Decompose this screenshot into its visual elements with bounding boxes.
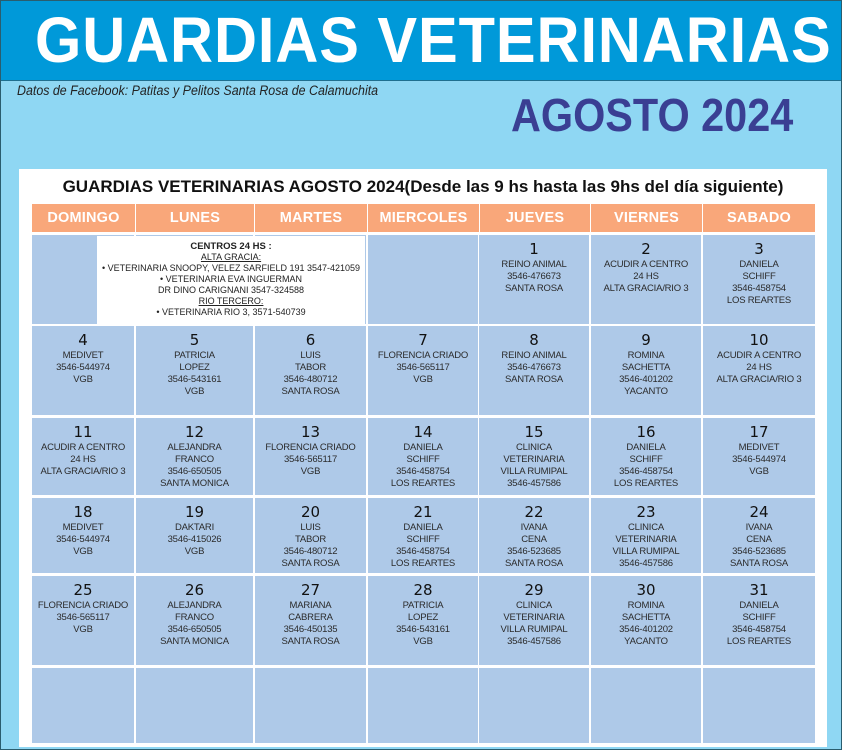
duty-info-line: VILLA RUMIPAL bbox=[612, 546, 680, 557]
duty-info-line: 3546-544974 bbox=[56, 362, 110, 373]
duty-info-line: 3546-458754 bbox=[396, 546, 450, 557]
duty-info-line: 3546-458754 bbox=[732, 624, 786, 635]
day-number: 3 bbox=[754, 240, 764, 258]
day-number: 19 bbox=[184, 503, 205, 521]
duty-info-line: FRANCO bbox=[175, 612, 214, 623]
title-banner bbox=[1, 1, 841, 81]
duty-info-line: VGB bbox=[184, 546, 205, 557]
center-item: • VETERINARIA SNOOPY, VELEZ SARFIELD 191 3547-421059 bbox=[101, 263, 361, 273]
day-cell bbox=[591, 418, 701, 495]
day-cell bbox=[368, 326, 478, 415]
day-cell bbox=[368, 418, 478, 495]
day-number: 6 bbox=[305, 331, 316, 349]
duty-info-line: 3546-401202 bbox=[619, 624, 673, 635]
rio-tercero-heading: RIO TERCERO: bbox=[198, 296, 264, 306]
duty-info-line: VGB bbox=[73, 546, 93, 557]
day-number: 26 bbox=[184, 581, 205, 599]
duty-info-line: 3546-415026 bbox=[167, 534, 222, 545]
day-number: 9 bbox=[641, 331, 651, 349]
duty-info-line: VGB bbox=[300, 466, 321, 477]
centers-title: CENTROS 24 HS : bbox=[190, 241, 272, 252]
centers-24hs-box bbox=[97, 236, 365, 326]
day-number: 15 bbox=[524, 423, 544, 441]
empty-day-cell bbox=[479, 668, 589, 743]
duty-info-line: SANTA ROSA bbox=[281, 636, 340, 647]
duty-info-line: 3546-650505 bbox=[167, 466, 222, 477]
weekday-header-lunes: LUNES bbox=[136, 204, 254, 232]
duty-info-line: 3546-480712 bbox=[283, 546, 338, 557]
duty-info-line: 3546-458754 bbox=[619, 466, 673, 477]
day-cell bbox=[32, 498, 134, 573]
calendar-title: GUARDIAS VETERINARIAS AGOSTO 2024(Desde las 9 hs hasta las 9hs del día siguiente) bbox=[62, 177, 784, 196]
day-cell bbox=[591, 498, 701, 573]
day-cell bbox=[591, 235, 701, 324]
day-cell bbox=[255, 326, 366, 415]
duty-info-line: CABRERA bbox=[288, 612, 333, 623]
duty-info-line: 3546-543161 bbox=[167, 374, 222, 385]
day-cell bbox=[703, 235, 815, 324]
day-cell bbox=[136, 326, 253, 415]
duty-info-line: SANTA ROSA bbox=[504, 374, 563, 385]
duty-info-line: 3546-565117 bbox=[396, 362, 450, 373]
duty-info-line: ALTA GRACIA/RIO 3 bbox=[603, 283, 689, 294]
weekday-header-viernes: VIERNES bbox=[591, 204, 702, 232]
day-number: 7 bbox=[418, 331, 428, 349]
duty-info-line: LOS REARTES bbox=[726, 295, 792, 306]
duty-info-line: SANTA MONICA bbox=[160, 478, 229, 489]
day-cell bbox=[479, 235, 589, 324]
duty-info-line: 3546-457586 bbox=[619, 558, 673, 569]
day-cell bbox=[479, 576, 589, 665]
empty-day-cell bbox=[368, 235, 478, 324]
duty-info-line: SANTA MONICA bbox=[160, 636, 229, 647]
duty-info-line: ALEJANDRA bbox=[167, 442, 222, 453]
day-number: 25 bbox=[73, 581, 93, 599]
duty-info-line: LUIS bbox=[300, 522, 321, 533]
weekday-header-jueves: JUEVES bbox=[480, 204, 590, 232]
duty-info-line: 3546-650505 bbox=[167, 624, 222, 635]
duty-info-line: 3546-565117 bbox=[56, 612, 110, 623]
duty-info-line: MEDIVET bbox=[738, 442, 780, 453]
center-item: DR DINO CARIGNANI 3547-324588 bbox=[157, 285, 305, 295]
duty-info-line: 3546-450135 bbox=[283, 624, 338, 635]
duty-info-line: 3546-523685 bbox=[732, 546, 786, 557]
duty-info-line: ALTA GRACIA/RIO 3 bbox=[716, 374, 802, 385]
duty-info-line: LOS REARTES bbox=[613, 478, 679, 489]
center-item: • VETERINARIA RIO 3, 3571-540739 bbox=[156, 307, 306, 317]
duty-info-line: SANTA ROSA bbox=[504, 283, 563, 294]
duty-info-line: ACUDIR A CENTRO bbox=[603, 259, 689, 270]
day-number: 29 bbox=[524, 581, 544, 599]
poster-title: GUARDIAS VETERINARIAS bbox=[35, 4, 832, 76]
source-note: Datos de Facebook: Patitas y Pelitos Santa Rosa de Calamuchita bbox=[17, 83, 379, 98]
duty-info-line: LOPEZ bbox=[179, 362, 210, 373]
day-cell bbox=[479, 498, 589, 573]
duty-info-line: VETERINARIA bbox=[503, 454, 565, 465]
day-cell bbox=[136, 498, 253, 573]
duty-info-line: FLORENCIA CRIADO bbox=[377, 350, 469, 361]
day-number: 14 bbox=[413, 423, 433, 441]
day-number: 20 bbox=[300, 503, 321, 521]
duty-info-line: TABOR bbox=[294, 362, 327, 373]
duty-info-line: SCHIFF bbox=[406, 454, 440, 465]
duty-info-line: 3546-480712 bbox=[283, 374, 338, 385]
duty-info-line: LOS REARTES bbox=[390, 558, 456, 569]
day-number: 4 bbox=[78, 331, 88, 349]
duty-info-line: CLINICA bbox=[627, 522, 665, 533]
duty-info-line: 3546-476673 bbox=[507, 362, 561, 373]
day-cell bbox=[136, 418, 253, 495]
empty-day-cell bbox=[136, 668, 253, 743]
day-cell bbox=[255, 576, 366, 665]
duty-info-line: IVANA bbox=[520, 522, 548, 533]
duty-info-line: CLINICA bbox=[515, 600, 553, 611]
duty-info-line: ACUDIR A CENTRO bbox=[40, 442, 126, 453]
duty-info-line: SANTA ROSA bbox=[729, 558, 788, 569]
day-number: 30 bbox=[636, 581, 656, 599]
duty-info-line: VETERINARIA bbox=[503, 612, 565, 623]
duty-info-line: REINO ANIMAL bbox=[501, 350, 567, 361]
duty-info-line: FLORENCIA CRIADO bbox=[265, 442, 356, 453]
duty-info-line: IVANA bbox=[745, 522, 773, 533]
day-cell bbox=[32, 326, 134, 415]
duty-info-line: DANIELA bbox=[739, 259, 779, 270]
duty-info-line: LOPEZ bbox=[407, 612, 439, 623]
duty-info-line: REINO ANIMAL bbox=[501, 259, 567, 270]
duty-info-line: CLINICA bbox=[515, 442, 553, 453]
duty-info-line: 3546-401202 bbox=[619, 374, 673, 385]
day-number: 23 bbox=[636, 503, 656, 521]
day-number: 21 bbox=[413, 503, 433, 521]
duty-info-line: 24 HS bbox=[746, 362, 772, 373]
day-cell bbox=[255, 418, 366, 495]
duty-info-line: 3546-458754 bbox=[396, 466, 450, 477]
duty-info-line: ROMINA bbox=[627, 600, 665, 611]
day-cell bbox=[703, 326, 815, 415]
day-number: 11 bbox=[73, 423, 93, 441]
duty-info-line: PATRICIA bbox=[174, 350, 215, 361]
duty-info-line: ALTA GRACIA/RIO 3 bbox=[40, 466, 126, 477]
day-cell bbox=[32, 418, 134, 495]
duty-info-line: SANTA ROSA bbox=[281, 558, 340, 569]
day-number: 5 bbox=[189, 331, 200, 349]
empty-day-cell bbox=[591, 668, 701, 743]
duty-info-line: VGB bbox=[413, 636, 433, 647]
duty-info-line: VILLA RUMIPAL bbox=[500, 624, 568, 635]
duty-info-line: MEDIVET bbox=[62, 350, 104, 361]
day-cell bbox=[703, 418, 815, 495]
duty-info-line: VGB bbox=[73, 624, 93, 635]
duty-info-line: DANIELA bbox=[403, 442, 443, 453]
duty-info-line: SCHIFF bbox=[742, 271, 776, 282]
empty-day-cell bbox=[32, 668, 134, 743]
duty-info-line: ACUDIR A CENTRO bbox=[716, 350, 802, 361]
duty-info-line: SANTA ROSA bbox=[281, 386, 340, 397]
duty-info-line: ALEJANDRA bbox=[167, 600, 222, 611]
duty-info-line: CENA bbox=[746, 534, 772, 545]
empty-day-cell bbox=[255, 668, 366, 743]
duty-info-line: 3546-457586 bbox=[507, 478, 561, 489]
weekday-header-domingo: DOMINGO bbox=[32, 204, 135, 232]
duty-info-line: LOS REARTES bbox=[390, 478, 456, 489]
duty-info-line: 24 HS bbox=[633, 271, 659, 282]
empty-day-cell bbox=[703, 668, 815, 743]
duty-info-line: DAKTARI bbox=[174, 522, 215, 533]
month-label: AGOSTO 2024 bbox=[511, 89, 794, 141]
duty-info-line: 3546-543161 bbox=[396, 624, 450, 635]
duty-info-line: MEDIVET bbox=[62, 522, 104, 533]
duty-info-line: SCHIFF bbox=[406, 534, 440, 545]
duty-info-line: 24 HS bbox=[70, 454, 96, 465]
duty-info-line: SANTA ROSA bbox=[504, 558, 563, 569]
duty-info-line: CENA bbox=[521, 534, 547, 545]
day-number: 22 bbox=[524, 503, 544, 521]
day-number: 8 bbox=[529, 331, 539, 349]
day-cell bbox=[479, 326, 589, 415]
duty-info-line: 3546-457586 bbox=[507, 636, 561, 647]
duty-info-line: VGB bbox=[749, 466, 769, 477]
day-number: 12 bbox=[184, 423, 205, 441]
day-number: 2 bbox=[641, 240, 651, 258]
duty-info-line: VGB bbox=[413, 374, 433, 385]
weekday-header-miercoles: MIERCOLES bbox=[368, 204, 479, 232]
day-number: 13 bbox=[300, 423, 321, 441]
day-cell bbox=[591, 326, 701, 415]
duty-info-line: VETERINARIA bbox=[615, 534, 677, 545]
day-number: 18 bbox=[73, 503, 93, 521]
day-number: 16 bbox=[636, 423, 656, 441]
day-cell bbox=[255, 498, 366, 573]
duty-info-line: LUIS bbox=[300, 350, 321, 361]
duty-info-line: SCHIFF bbox=[742, 612, 776, 623]
duty-info-line: VILLA RUMIPAL bbox=[500, 466, 568, 477]
duty-info-line: TABOR bbox=[294, 534, 327, 545]
day-cell bbox=[136, 576, 253, 665]
day-number: 1 bbox=[529, 240, 539, 258]
duty-info-line: 3546-565117 bbox=[283, 454, 338, 465]
weekday-header-sabado: SABADO bbox=[703, 204, 815, 232]
day-cell bbox=[703, 576, 815, 665]
day-cell bbox=[703, 498, 815, 573]
alta-gracia-heading: ALTA GRACIA: bbox=[200, 252, 262, 262]
duty-info-line: 3546-458754 bbox=[732, 283, 786, 294]
duty-info-line: VGB bbox=[184, 386, 205, 397]
duty-info-line: 3546-476673 bbox=[507, 271, 561, 282]
duty-info-line: SACHETTA bbox=[621, 362, 671, 373]
duty-info-line: DANIELA bbox=[403, 522, 443, 533]
weekday-header-martes: MARTES bbox=[255, 204, 367, 232]
day-number: 28 bbox=[413, 581, 433, 599]
day-number: 10 bbox=[749, 331, 769, 349]
duty-info-line: 3546-523685 bbox=[507, 546, 561, 557]
day-number: 31 bbox=[749, 581, 769, 599]
day-number: 24 bbox=[749, 503, 769, 521]
duty-info-line: MARIANA bbox=[289, 600, 332, 611]
duty-info-line: 3546-544974 bbox=[732, 454, 786, 465]
duty-info-line: FRANCO bbox=[175, 454, 214, 465]
duty-info-line: YACANTO bbox=[624, 636, 668, 647]
day-cell bbox=[591, 576, 701, 665]
duty-info-line: DANIELA bbox=[626, 442, 666, 453]
duty-info-line: SCHIFF bbox=[629, 454, 663, 465]
day-number: 27 bbox=[300, 581, 321, 599]
duty-info-line: FLORENCIA CRIADO bbox=[37, 600, 129, 611]
duty-info-line: SACHETTA bbox=[621, 612, 671, 623]
duty-info-line: DANIELA bbox=[739, 600, 779, 611]
duty-info-line: VGB bbox=[73, 374, 93, 385]
day-cell bbox=[32, 576, 134, 665]
day-cell bbox=[368, 498, 478, 573]
center-item: • VETERINARIA EVA INGUERMAN bbox=[159, 274, 302, 284]
day-cell bbox=[368, 576, 478, 665]
day-cell bbox=[479, 418, 589, 495]
duty-info-line: LOS REARTES bbox=[726, 636, 792, 647]
duty-info-line: YACANTO bbox=[624, 386, 668, 397]
duty-info-line: PATRICIA bbox=[402, 600, 444, 611]
duty-info-line: 3546-544974 bbox=[56, 534, 110, 545]
day-number: 17 bbox=[749, 423, 769, 441]
duty-info-line: ROMINA bbox=[627, 350, 665, 361]
empty-day-cell bbox=[368, 668, 478, 743]
